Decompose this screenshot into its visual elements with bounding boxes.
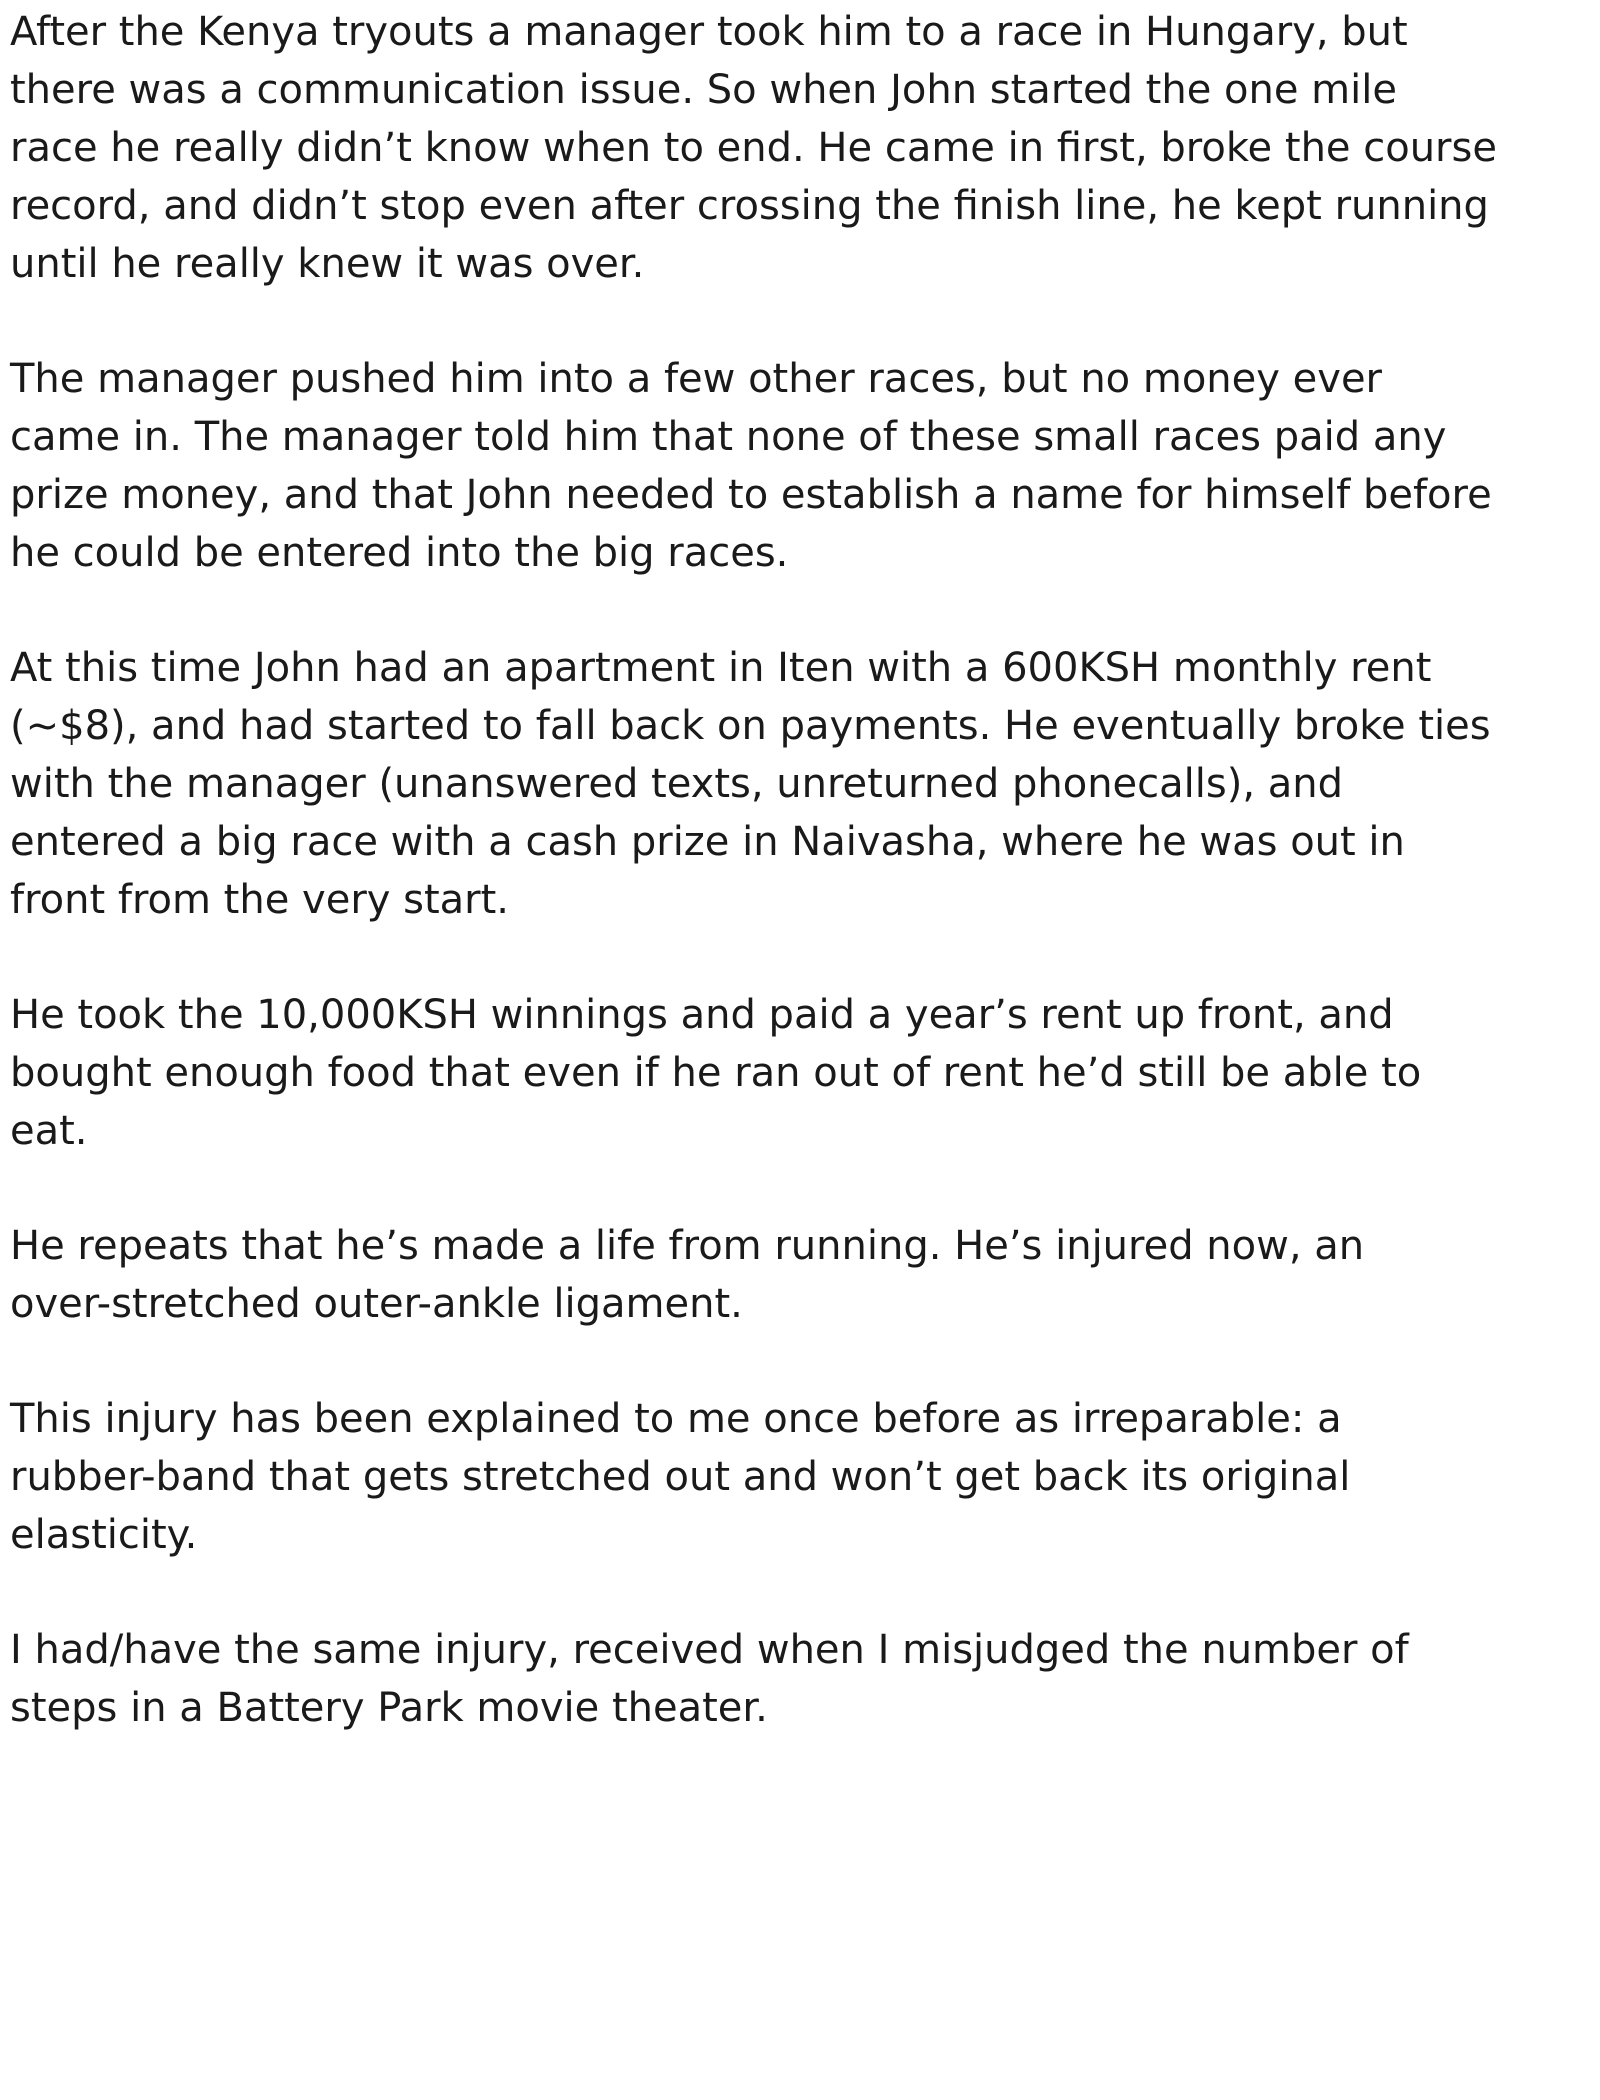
text-line: At this time John had an apartment in Iten with a 600KSH monthly rent [10,645,1432,691]
text-line: He took the 10,000KSH winnings and paid a year’s rent up front, and [10,992,1394,1038]
paragraph-same-injury [10,1621,1409,1737]
paragraph-hungary-race [10,3,1497,293]
text-line: bought enough food that even if he ran out of rent he’d still be able to [10,1050,1422,1096]
text-line: there was a communication issue. So when John started the one mile [10,67,1397,113]
paragraph-manager-races [10,350,1492,582]
text-line: (~$8), and had started to fall back on payments. He eventually broke ties [10,703,1491,749]
text-line: race he really didn’t know when to end. He came in first, broke the course [10,125,1497,171]
paragraph-winnings [10,986,1421,1160]
text-line: After the Kenya tryouts a manager took him to a race in Hungary, but [10,9,1408,55]
text-line: This injury has been explained to me once before as irreparable: a [10,1396,1342,1442]
text-line: front from the very start. [10,877,510,923]
text-line: prize money, and that John needed to establish a name for himself before [10,472,1492,518]
text-line: He repeats that he’s made a life from running. He’s injured now, an [10,1223,1365,1269]
text-line: elasticity. [10,1512,198,1558]
paragraph-injury [10,1217,1364,1333]
text-line: rubber-band that gets stretched out and won’t get back its original [10,1454,1351,1500]
text-line: I had/have the same injury, received when I misjudged the number of [10,1627,1409,1673]
text-line: came in. The manager told him that none of these small races paid any [10,414,1447,460]
text-line: with the manager (unanswered texts, unreturned phonecalls), and [10,761,1344,807]
text-line: record, and didn’t stop even after crossing the finish line, he kept running [10,183,1489,229]
paragraph-iten-apartment [10,639,1491,929]
text-line: steps in a Battery Park movie theater. [10,1685,768,1731]
text-line: entered a big race with a cash prize in Naivasha, where he was out in [10,819,1405,865]
text-line: eat. [10,1108,88,1154]
paragraph-injury-explained [10,1390,1350,1564]
text-line: until he really knew it was over. [10,241,645,287]
text-line: The manager pushed him into a few other races, but no money ever [10,356,1382,402]
document-page [10,0,1590,2100]
text-line: he could be entered into the big races. [10,530,789,576]
text-line: over-stretched outer-ankle ligament. [10,1281,743,1327]
